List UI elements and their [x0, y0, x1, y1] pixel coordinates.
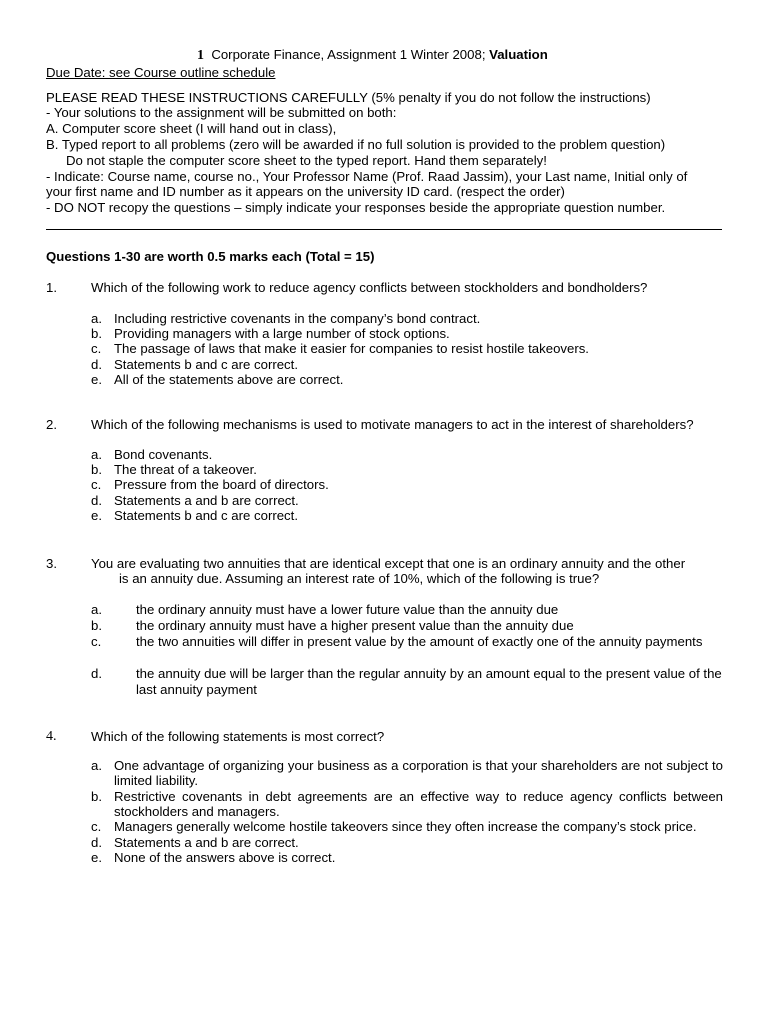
option-text: Statements b and c are correct. — [114, 508, 298, 523]
question-text-cont: is an annuity due. Assuming an interest rate of 10%, which of the following is true? — [119, 571, 600, 586]
option-letter: a. — [91, 311, 102, 326]
option-text: Managers generally welcome hostile takeovers since they often increase the company’s stock price. — [114, 819, 697, 834]
divider — [46, 229, 722, 230]
option-item — [91, 372, 343, 387]
option-text: the two annuities will differ in present value by the amount of exactly one of the annuity payments — [136, 634, 703, 649]
option-letter: d. — [91, 666, 102, 681]
option-letter: a. — [91, 447, 102, 462]
page-number: 1 — [197, 48, 204, 63]
instruction-line: - Indicate: Course name, course no., Your Professor Name (Prof. Raad Jassim), your Last name, Initial only of — [46, 169, 688, 184]
instruction-line: PLEASE READ THESE INSTRUCTIONS CAREFULLY (5% penalty if you do not follow the instructions) — [46, 90, 651, 105]
question-text: Which of the following statements is most correct? — [91, 729, 385, 744]
option-text: Including restrictive covenants in the company’s bond contract. — [114, 311, 481, 326]
title-text: Corporate Finance, Assignment 1 Winter 2008; — [211, 47, 490, 62]
question-number: 1. — [46, 280, 57, 295]
option-item — [91, 326, 450, 341]
option-letter: d. — [91, 493, 102, 508]
option-item — [91, 477, 329, 492]
option-letter: e. — [91, 508, 102, 523]
option-text: Restrictive covenants in debt agreements are an effective way to reduce agency conflicts between stockholders and managers. — [114, 789, 723, 820]
option-letter: b. — [91, 326, 102, 341]
option-item — [91, 789, 723, 820]
option-letter: c. — [91, 341, 102, 356]
option-text: The threat of a takeover. — [114, 462, 257, 477]
option-letter: a. — [91, 602, 102, 617]
option-letter: b. — [91, 618, 102, 633]
question-text: Which of the following work to reduce agency conflicts between stockholders and bondholders? — [91, 280, 648, 295]
question-text: You are evaluating two annuities that are identical except that one is an ordinary annuity and the other — [91, 556, 686, 571]
option-letter: b. — [91, 462, 102, 477]
option-item — [91, 341, 589, 356]
page-title — [197, 47, 548, 64]
option-item — [91, 311, 480, 326]
option-text: Bond covenants. — [114, 447, 213, 462]
option-item — [91, 447, 212, 462]
question-number: 2. — [46, 417, 57, 432]
option-letter: d. — [91, 357, 102, 372]
instruction-line: - DO NOT recopy the questions – simply indicate your responses beside the appropriate question number. — [46, 200, 666, 215]
option-text: The passage of laws that make it easier for companies to resist hostile takeovers. — [114, 341, 589, 356]
option-letter: e. — [91, 372, 102, 387]
instruction-line: A. Computer score sheet (I will hand out in class), — [46, 121, 337, 136]
section-heading: Questions 1-30 are worth 0.5 marks each (Total = 15) — [46, 249, 375, 264]
option-letter: e. — [91, 850, 102, 865]
option-item — [91, 462, 257, 477]
option-text: Providing managers with a large number of stock options. — [114, 326, 450, 341]
instruction-line: Do not staple the computer score sheet to the typed report. Hand them separately! — [66, 153, 547, 168]
option-text: None of the answers above is correct. — [114, 850, 336, 865]
option-letter: c. — [91, 477, 102, 492]
option-letter: a. — [91, 758, 102, 773]
option-text: Pressure from the board of directors. — [114, 477, 329, 492]
option-text: the ordinary annuity must have a higher present value than the annuity due — [136, 618, 574, 633]
option-letter: c. — [91, 634, 102, 649]
option-letter: c. — [91, 819, 102, 834]
option-item — [91, 758, 723, 789]
instruction-line: B. Typed report to all problems (zero will be awarded if no full solution is provided to the problem question) — [46, 137, 666, 152]
option-text: Statements b and c are correct. — [114, 357, 298, 372]
question-text: Which of the following mechanisms is used to motivate managers to act in the interest of shareholders? — [91, 417, 694, 432]
option-item — [91, 850, 723, 865]
title-bold: Valuation — [489, 47, 548, 62]
option-text: the ordinary annuity must have a lower future value than the annuity due — [136, 602, 559, 617]
option-text: All of the statements above are correct. — [114, 372, 344, 387]
question-number: 4. — [46, 729, 57, 744]
option-text: the annuity due will be larger than the regular annuity by an amount equal to the present value of the last annuity payment — [136, 666, 722, 697]
option-item — [91, 357, 298, 372]
option-item — [91, 835, 723, 850]
option-item — [91, 819, 723, 834]
instruction-line: - Your solutions to the assignment will be submitted on both: — [46, 105, 397, 120]
option-text: Statements a and b are correct. — [114, 493, 299, 508]
due-date: Due Date: see Course outline schedule — [46, 65, 276, 80]
instruction-line: your first name and ID number as it appears on the university ID card. (respect the order) — [46, 184, 565, 199]
option-text: Statements a and b are correct. — [114, 835, 299, 850]
option-letter: d. — [91, 835, 102, 850]
option-item — [91, 508, 298, 523]
option-item — [91, 493, 299, 508]
question-number: 3. — [46, 556, 57, 571]
option-text: One advantage of organizing your business as a corporation is that your shareholders are not subject to limited liability. — [114, 758, 723, 789]
option-letter: b. — [91, 789, 102, 804]
